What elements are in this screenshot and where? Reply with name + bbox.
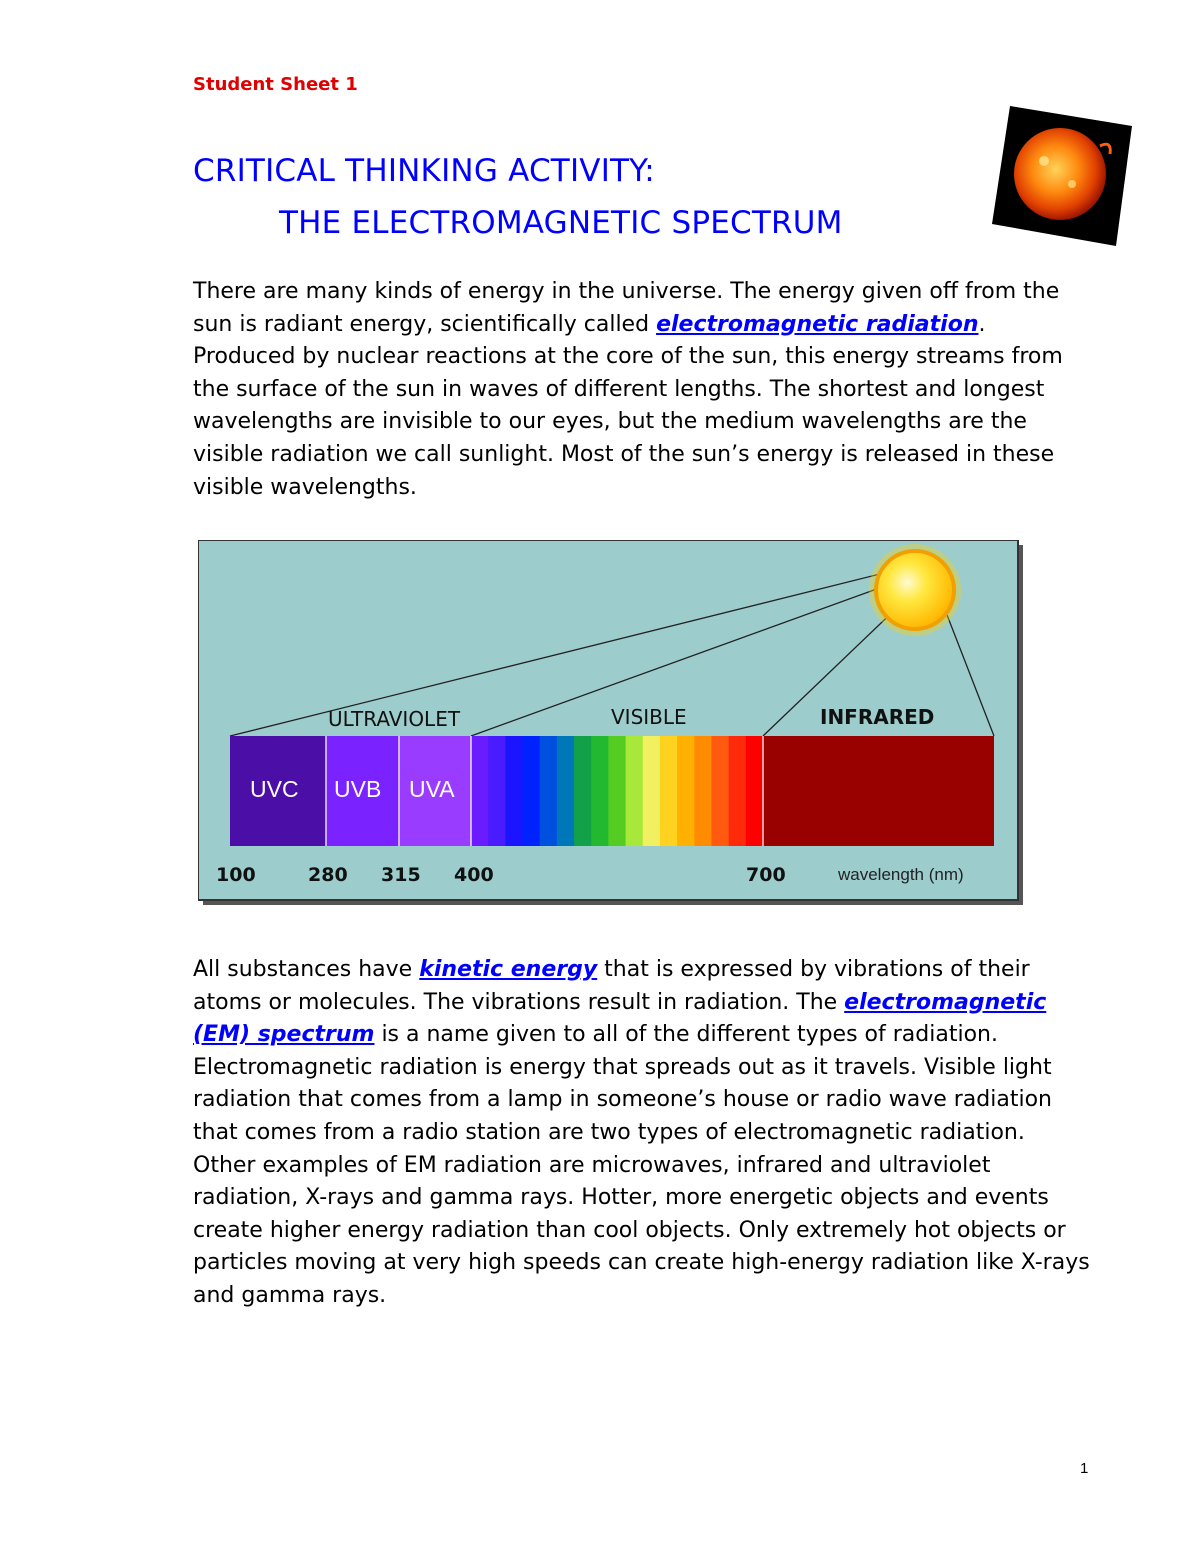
title-line-1: CRITICAL THINKING ACTIVITY: [193, 153, 655, 189]
region-label-infrared: INFRARED [820, 705, 935, 729]
term-kinetic-energy: kinetic energy [419, 957, 598, 982]
band-label-uva: UVA [409, 776, 455, 802]
visible-band-stripe [488, 736, 506, 846]
sun-photo-image [992, 106, 1132, 246]
sheet-label: Student Sheet 1 [193, 74, 358, 95]
visible-band-stripe [643, 736, 661, 846]
tick-100: 100 [216, 864, 256, 886]
page-number: 1 [1080, 1460, 1089, 1477]
visible-band-stripe [677, 736, 695, 846]
tick-280: 280 [308, 864, 348, 886]
intro-paragraph [193, 276, 1093, 504]
visible-band-stripe [523, 736, 541, 846]
visible-bands [471, 736, 764, 846]
sun-icon [876, 551, 954, 629]
band-infrared [763, 736, 994, 846]
term-electromagnetic-radiation: electromagnetic radiation [656, 311, 979, 337]
visible-band-stripe [729, 736, 747, 846]
tick-315: 315 [381, 864, 421, 886]
band-label-uvc: UVC [250, 776, 299, 802]
visible-band-stripe [660, 736, 678, 846]
visible-band-stripe [574, 736, 592, 846]
region-label-visible: VISIBLE [611, 705, 687, 729]
visible-band-stripe [626, 736, 644, 846]
axis-label: wavelength (nm) [838, 865, 964, 884]
intro-text-a: There are many kinds of energy in the universe. The energy given off from the sun is radiant energy, scientifically called [193, 279, 1060, 337]
body-paragraph [193, 954, 1093, 1313]
tick-400: 400 [454, 864, 494, 886]
visible-band-stripe [471, 736, 489, 846]
visible-band-stripe [540, 736, 558, 846]
tick-700: 700 [746, 864, 786, 886]
visible-band-stripe [505, 736, 523, 846]
visible-band-stripe [711, 736, 729, 846]
body-text-a: All substances have [193, 957, 420, 982]
intro-text-b: . Produced by nuclear reactions at the core of the sun, this energy streams from the surface of the sun in waves of different lengths. The shortest and longest wavelengths are invisible to our eyes, but the medium wavelengths are the visible radiation we call sunlight. Most of the sun’s energy is released in these visible wavelengths. [193, 311, 1063, 500]
visible-band-stripe [746, 736, 764, 846]
page-title [193, 145, 843, 249]
body-text-b: that is expressed by vibrations of their atoms or molecules. The vibrations result in radiation. The [193, 957, 1030, 1015]
region-label-ultraviolet: ULTRAVIOLET [328, 707, 461, 731]
visible-band-stripe [694, 736, 712, 846]
band-label-uvb: UVB [334, 776, 382, 802]
visible-band-stripe [557, 736, 575, 846]
title-line-2: THE ELECTROMAGNETIC SPECTRUM [279, 205, 843, 241]
em-spectrum-diagram [198, 540, 1023, 905]
visible-band-stripe [591, 736, 609, 846]
visible-band-stripe [608, 736, 626, 846]
term-em-spectrum: electromagnetic (EM) spectrum [193, 989, 1047, 1048]
body-text-c: is a name given to all of the different types of radiation. Electromagnetic radiation is energy that spreads out as it travels. Visible light radiation that comes from a lamp in someone’s house or radio wave radiation that comes from a radio station are two types of electromagnetic radiation. Other examples of EM radiation are microwaves, infrared and ultraviolet radiation, X-rays and gamma rays. Hotter, more energetic objects and events create higher energy radiation than cool objects. Only extremely hot objects or particles moving at very high speeds can create high-energy radiation like X-rays and gamma rays. [193, 1022, 1090, 1308]
